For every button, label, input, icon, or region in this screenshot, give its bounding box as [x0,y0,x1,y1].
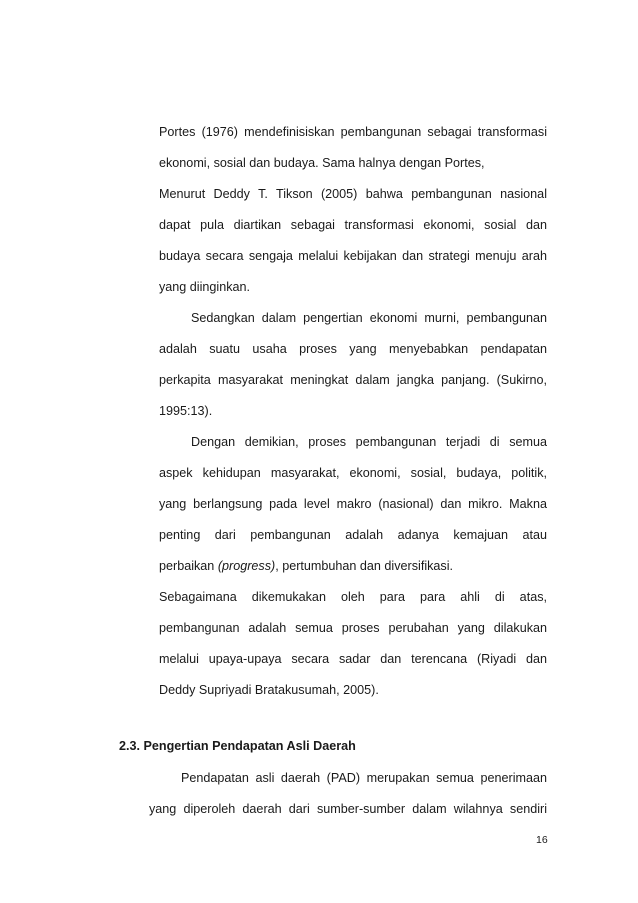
text-line: perkapita masyarakat meningkat dalam jangka panjang. (Sukirno, [159,373,547,387]
text-line: adalah suatu usaha proses yang menyebabkan pendapatan [159,342,547,356]
text-line: budaya secara sengaja melalui kebijakan dan strategi menuju arah [159,249,547,263]
text-line: Dengan demikian, proses pembangunan terjadi di semua [191,435,547,449]
text-line: Sebagaimana dikemukakan oleh para para ahli di atas, [159,590,547,604]
text-line: yang diinginkan. [159,280,251,294]
text-line: 1995:13). [159,404,213,418]
text-line: Sedangkan dalam pengertian ekonomi murni, pembangunan [191,311,547,325]
text-line: yang berlangsung pada level makro (nasional) dan mikro. Makna [159,497,547,511]
text-line: penting dari pembangunan adalah adanya kemajuan atau [159,528,547,542]
text-line: aspek kehidupan masyarakat, ekonomi, sosial, budaya, politik, [159,466,547,480]
text-line: dapat pula diartikan sebagai transformasi ekonomi, sosial dan [159,218,547,232]
text-line: pembangunan adalah semua proses perubahan yang dilakukan [159,621,547,635]
text-line [159,558,453,574]
text-line: Deddy Supriyadi Bratakusumah, 2005). [159,683,379,697]
text-line: Menurut Deddy T. Tikson (2005) bahwa pembangunan nasional [159,187,547,201]
text-segment: , pertumbuhan dan diversifikasi. [275,559,454,573]
text-line: melalui upaya-upaya secara sadar dan terencana (Riyadi dan [159,652,547,666]
text-line: yang diperoleh daerah dari sumber-sumber dalam wilahnya sendiri [149,802,547,816]
text-line: Pendapatan asli daerah (PAD) merupakan semua penerimaan [181,771,547,785]
section-heading: 2.3. Pengertian Pendapatan Asli Daerah [119,739,356,753]
text-line: Portes (1976) mendefinisiskan pembangunan sebagai transformasi [159,125,547,139]
italic-term: (progress) [217,559,276,573]
text-segment: perbaikan [159,559,218,573]
text-line: ekonomi, sosial dan budaya. Sama halnya dengan Portes, [159,156,485,170]
page-number: 16 [536,834,548,846]
